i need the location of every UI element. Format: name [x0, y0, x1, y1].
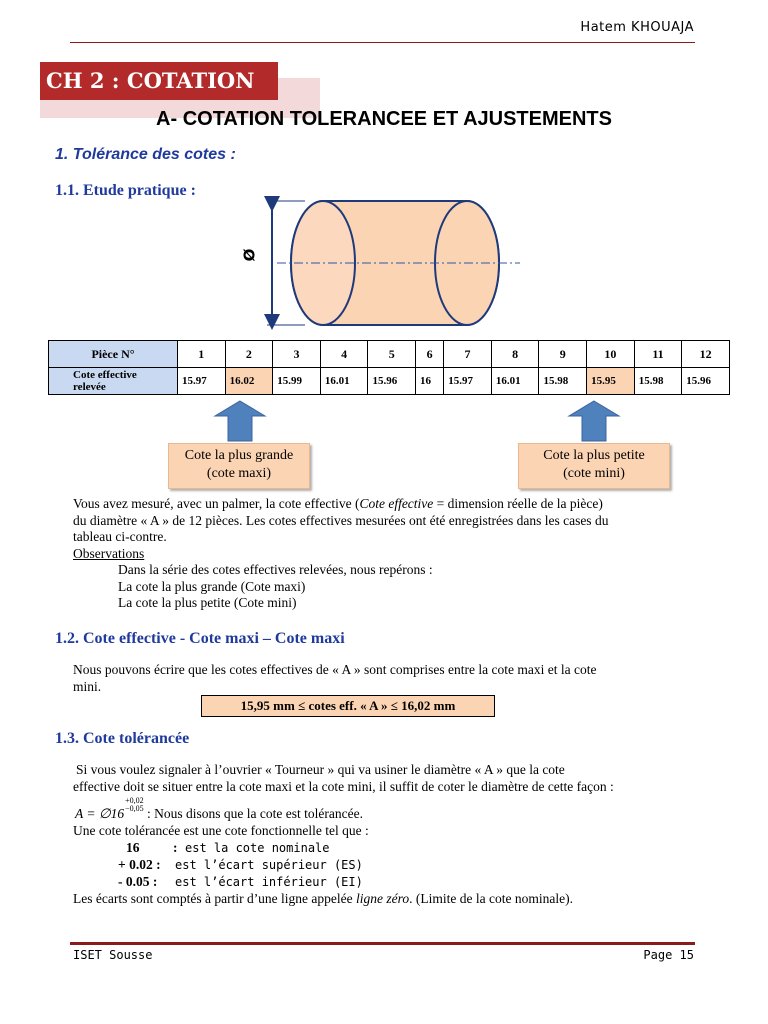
text-italic: Cote effective [359, 496, 434, 511]
table-cell: 3 [273, 341, 321, 368]
cylinder-diagram [245, 190, 535, 335]
table-cell: 15.97 [178, 368, 226, 395]
paragraph-1-2 [73, 662, 695, 695]
section-1-2-heading: 1.2. Cote effective - Cote maxi – Cote maxi [55, 630, 345, 647]
table-row-values [49, 368, 730, 395]
paragraph-line: Nous pouvons écrire que les cotes effectives de « A » sont comprises entre la cote maxi et la cote [73, 662, 597, 677]
table-cell: 15.99 [273, 368, 321, 395]
list-term: 16 [126, 839, 140, 855]
table-header-cote [49, 368, 178, 395]
formula-lower: −0,05 [125, 804, 144, 813]
paragraph-line [73, 496, 695, 513]
callout-cote-maxi [168, 443, 310, 489]
diameter-symbol: Ø [240, 248, 259, 262]
callout-maxi-line2: (cote maxi) [206, 466, 272, 481]
formula-lhs: A = ∅16 [75, 806, 125, 821]
table-cell: 15.98 [539, 368, 587, 395]
section-1-1-heading: 1.1. Etude pratique : [55, 182, 196, 199]
table-cell-min: 15.95 [587, 368, 635, 395]
table-cell: 10 [587, 341, 635, 368]
table-cell: 15.96 [368, 368, 416, 395]
list-item [73, 874, 695, 891]
paragraph-mesure [73, 496, 695, 612]
list-desc: est l’écart inférieur (EI) [175, 874, 363, 889]
table-cell: 9 [539, 341, 587, 368]
table-cell: 7 [444, 341, 492, 368]
observations-line: Dans la série des cotes effectives relevées, nous repérons : [118, 562, 433, 577]
table-cell: 16.01 [320, 368, 368, 395]
paragraph-line: mini. [73, 678, 102, 694]
text-span: Vous avez mesuré, avec un palmer, la cote effective ( [73, 496, 360, 511]
table-cell: 16.01 [491, 368, 539, 395]
table-cell-max: 16.02 [225, 368, 273, 395]
formula-text: : Nous disons que la cote est tolérancée. [143, 806, 363, 821]
list-desc: est la cote nominale [185, 840, 330, 855]
list-item [73, 857, 695, 874]
list-desc: est l’écart supérieur (ES) [175, 857, 363, 872]
table-cell: 8 [491, 341, 539, 368]
table-row-pieces [49, 341, 730, 368]
arrow-up-icon [213, 400, 267, 442]
main-title: A- COTATION TOLERANCEE ET AJUSTEMENTS [156, 108, 612, 130]
table-cell: 15.98 [634, 368, 682, 395]
text-span: . (Limite de la cote nominale). [409, 890, 573, 906]
formula-upper: +0,02 [125, 796, 144, 805]
paragraph-line [73, 891, 695, 908]
paragraph-line: du diamètre « A » de 12 pièces. Les cotes effectives mesurées ont été enregistrées dans les cases du [73, 512, 609, 528]
observations-title: Observations [73, 545, 145, 561]
paragraph-1-3 [73, 762, 695, 795]
table-cell: 15.96 [682, 368, 730, 395]
list-term: + 0.02 : [118, 856, 161, 872]
callout-mini-line1: Cote la plus petite [543, 448, 645, 463]
table-cell: 1 [178, 341, 226, 368]
table-cell: 4 [320, 341, 368, 368]
table-header-cote-line1: Cote effective [73, 369, 137, 381]
text-span: Les écarts sont comptés à partir d’une ligne appelée [73, 890, 357, 906]
header-rule [70, 42, 695, 43]
observations-line: La cote la plus grande (Cote maxi) [118, 578, 306, 594]
tolerance-formula [75, 797, 363, 821]
formula-box: 15,95 mm ≤ cotes eff. « A » ≤ 16,02 mm [201, 695, 495, 717]
arrow-up-icon [567, 400, 621, 442]
table-cell: 6 [416, 341, 444, 368]
measurement-table [48, 340, 730, 395]
table-header-cote-line2: relevée [73, 381, 106, 393]
callout-cote-mini [518, 443, 670, 489]
table-cell: 11 [634, 341, 682, 368]
paragraph-line: Si vous voulez signaler à l’ouvrier « Tourneur » qui va usiner le diamètre « A » que la cote [76, 762, 565, 777]
section-1-heading: 1. Tolérance des cotes : [55, 146, 236, 163]
tolerance-list [73, 823, 695, 907]
observations-line: La cote la plus petite (Cote mini) [118, 595, 297, 610]
formula-deviations [125, 797, 144, 813]
header-author: Hatem KHOUAJA [580, 20, 694, 35]
table-cell: 12 [682, 341, 730, 368]
footer-rule [70, 942, 695, 945]
table-header-piece: Pièce N° [49, 341, 178, 368]
list-item [73, 840, 695, 857]
list-sep: : [173, 839, 178, 855]
callout-maxi-line1: Cote la plus grande [184, 448, 294, 463]
table-cell: 16 [416, 368, 444, 395]
text-italic: ligne zéro [356, 890, 410, 906]
paragraph-line: Une cote tolérancée est une cote fonctionnelle tel que : [73, 823, 369, 838]
table-cell: 15.97 [444, 368, 492, 395]
paragraph-line: effective doit se situer entre la cote maxi et la cote mini, il suffit de coter le diamètre de cette façon : [73, 778, 614, 794]
list-term: - 0.05 : [118, 873, 158, 889]
table-cell: 2 [225, 341, 273, 368]
paragraph-line: tableau ci-contre. [73, 529, 167, 544]
callout-mini-line2: (cote mini) [563, 466, 625, 481]
table-cell: 5 [368, 341, 416, 368]
section-1-3-heading: 1.3. Cote tolérancée [55, 730, 190, 747]
text-span: = dimension réelle de la pièce) [433, 496, 603, 511]
footer-page-number: Page 15 [643, 948, 694, 962]
footer-institution: ISET Sousse [73, 948, 153, 962]
chapter-title: CH 2 : COTATION [40, 62, 278, 100]
